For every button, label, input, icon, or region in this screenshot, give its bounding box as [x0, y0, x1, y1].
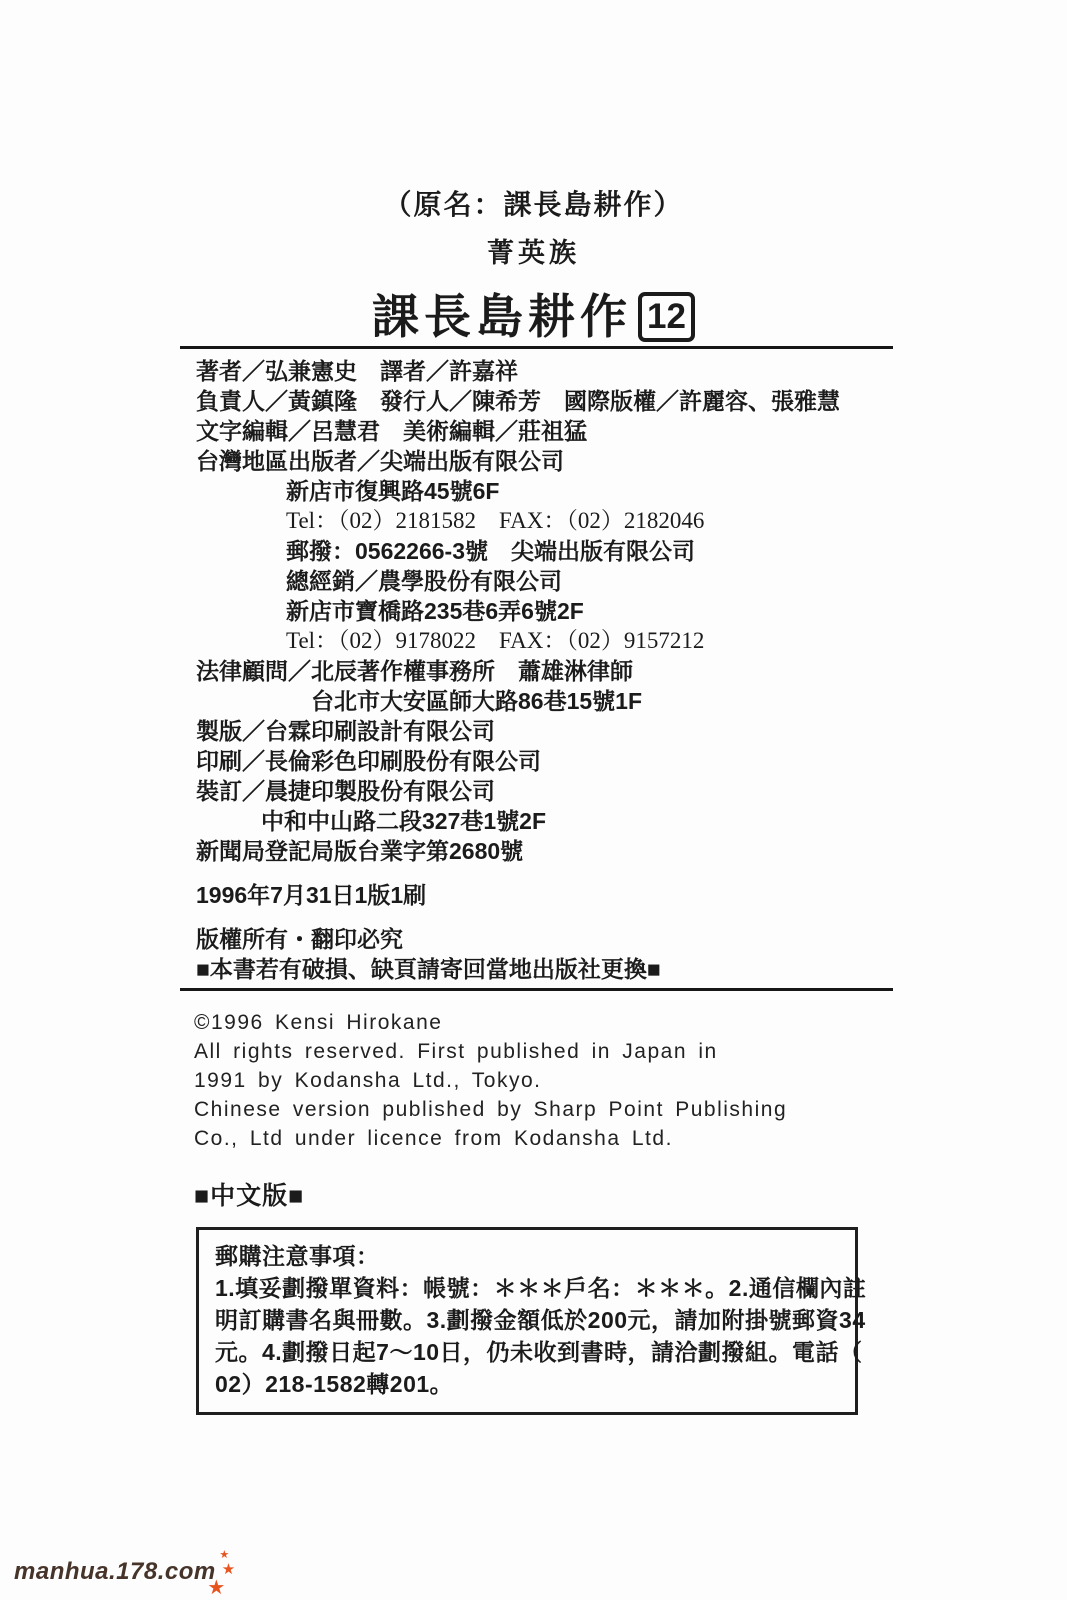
colophon-line: Tel：（02）9178022 FAX：（02）9157212	[286, 628, 705, 653]
english-copyright	[194, 1008, 787, 1153]
copyright-line: Co., Ltd under licence from Kodansha Ltd.	[194, 1127, 673, 1150]
star-icon: ★	[221, 1561, 236, 1578]
colophon-line: Tel：（02）2181582 FAX：（02）2182046	[286, 508, 705, 533]
colophon-line: 裝訂／晨捷印製股份有限公司	[196, 778, 495, 804]
original-title: （原名：課長島耕作）	[383, 189, 684, 220]
series-title: 菁英族	[487, 238, 580, 268]
book-title	[0, 280, 1067, 347]
title-block	[0, 183, 1067, 347]
watermark-text: manhua.178.com	[14, 1558, 216, 1585]
divider-bottom	[180, 988, 893, 991]
copyright-line: All rights reserved. First published in Japan in	[194, 1040, 718, 1063]
colophon-line: ■本書若有破損、缺頁請寄回當地出版社更換■	[196, 956, 661, 982]
colophon-line: 新店市復興路45號6F	[286, 478, 500, 504]
colophon-line: 新店市寶橋路235巷6弄6號2F	[286, 598, 584, 624]
colophon-line: 新聞局登記局版台業字第2680號	[196, 838, 524, 864]
watermark	[14, 1549, 236, 1599]
mail-order-line: 1.填妥劃撥單資料：帳號：＊＊＊戶名：＊＊＊。2.通信欄內註	[215, 1275, 867, 1301]
colophon-line: 印刷／長倫彩色印刷股份有限公司	[196, 748, 541, 774]
colophon-line: 負責人／黃鎮隆 發行人／陳希芳 國際版權／許麗容、張雅慧	[196, 388, 840, 414]
mail-order-notice-box	[196, 1227, 867, 1415]
colophon-line: 法律顧問／北辰著作權事務所 蕭雄淋律師	[196, 658, 633, 684]
colophon-line: 文字編輯／呂慧君 美術編輯／莊祖猛	[196, 418, 587, 444]
watermark-stars	[207, 1549, 236, 1600]
mail-order-line: 02）218-1582轉201。	[215, 1371, 454, 1397]
colophon-line: 中和中山路二段327巷1號2F	[261, 808, 547, 834]
mail-order-line: 明訂購書名與冊數。3.劃撥金額低於200元，請加附掛號郵資34	[215, 1307, 866, 1333]
colophon-line: 製版／台霖印刷設計有限公司	[196, 718, 495, 744]
copyright-line: Chinese version published by Sharp Point Publishing	[194, 1098, 788, 1121]
volume-number-badge: 12	[638, 292, 695, 342]
mail-order-line: 郵購注意事項：	[215, 1243, 380, 1269]
copyright-line: 1991 by Kodansha Ltd., Tokyo.	[194, 1069, 542, 1092]
colophon-credits	[196, 356, 840, 984]
star-icon: ★	[219, 1549, 230, 1561]
star-icon: ★	[207, 1577, 226, 1599]
colophon-line: 郵撥：0562266-3號 尖端出版有限公司	[286, 538, 695, 564]
colophon-line: 台灣地區出版者／尖端出版有限公司	[196, 448, 564, 474]
chinese-edition-label: ■中文版■	[194, 1182, 305, 1210]
mail-order-line: 元。4.劃撥日起7～10日，仍未收到書時，請洽劃撥組。電話（	[215, 1339, 863, 1365]
colophon-line: 版權所有・翻印必究	[196, 926, 403, 952]
copyright-line: ©1996 Kensi Hirokane	[194, 1011, 443, 1034]
colophon-line: 1996年7月31日1版1刷	[196, 882, 427, 908]
divider-top	[180, 346, 893, 349]
colophon-line: 著者／弘兼憲史 譯者／許嘉祥	[196, 358, 518, 384]
book-title-text: 課長島耕作	[372, 290, 633, 343]
colophon-line: 總經銷／農學股份有限公司	[286, 568, 562, 594]
colophon-line: 台北市大安區師大路86巷15號1F	[311, 688, 643, 714]
